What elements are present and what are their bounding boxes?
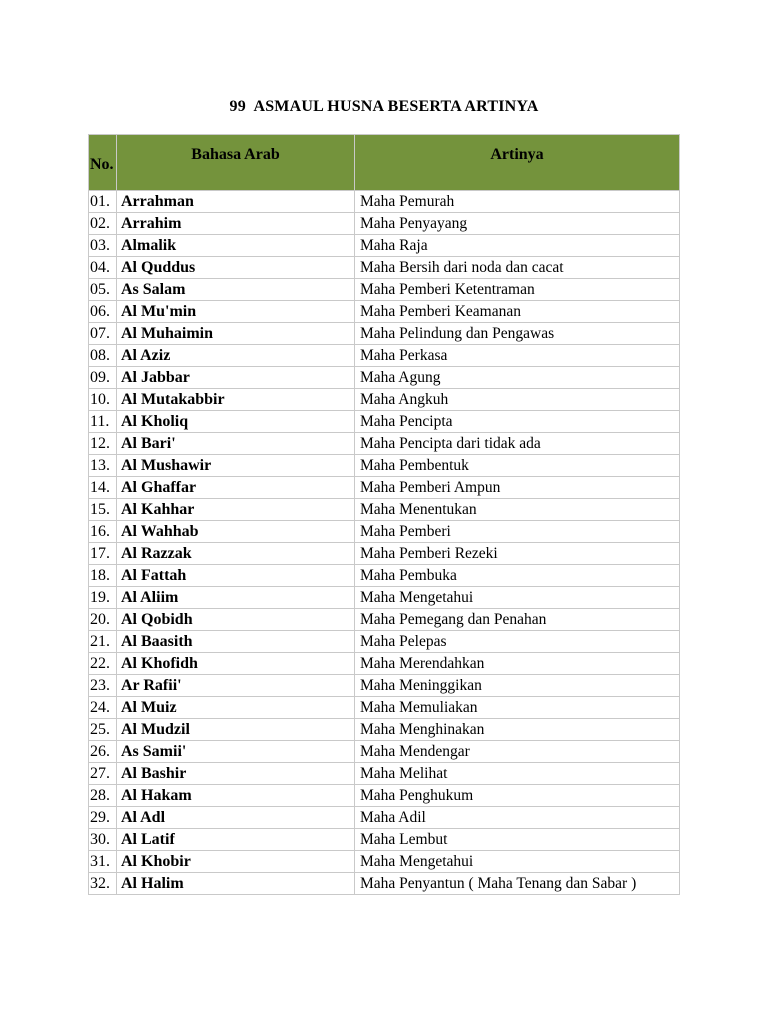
table-row [89, 455, 679, 476]
table-row [89, 213, 679, 234]
row-number: 08. [89, 345, 116, 366]
row-number: 13. [89, 455, 116, 476]
meaning: Maha Pemberi [355, 521, 679, 542]
arabic-name: Al Muhaimin [117, 323, 354, 344]
meaning: Maha Mendengar [355, 741, 679, 762]
column-header-no: No. [89, 135, 116, 190]
row-number: 15. [89, 499, 116, 520]
meaning: Maha Perkasa [355, 345, 679, 366]
meaning: Maha Meninggikan [355, 675, 679, 696]
arabic-name: Al Razzak [117, 543, 354, 564]
meaning: Maha Pemberi Keamanan [355, 301, 679, 322]
arabic-name: Al Adl [117, 807, 354, 828]
table-row [89, 719, 679, 740]
row-number: 12. [89, 433, 116, 454]
table-row [89, 741, 679, 762]
row-number: 28. [89, 785, 116, 806]
column-header-artinya: Artinya [355, 135, 679, 190]
table-row [89, 323, 679, 344]
meaning: Maha Mengetahui [355, 851, 679, 872]
table-row [89, 631, 679, 652]
meaning: Maha Agung [355, 367, 679, 388]
row-number: 06. [89, 301, 116, 322]
arabic-name: Al Ghaffar [117, 477, 354, 498]
column-header-bahasa-arab: Bahasa Arab [117, 135, 354, 190]
meaning: Maha Pemberi Rezeki [355, 543, 679, 564]
row-number: 30. [89, 829, 116, 850]
table-row [89, 675, 679, 696]
row-number: 23. [89, 675, 116, 696]
arabic-name: Al Khofidh [117, 653, 354, 674]
table-row [89, 389, 679, 410]
row-number: 02. [89, 213, 116, 234]
table-row [89, 367, 679, 388]
row-number: 10. [89, 389, 116, 410]
arabic-name: Al Fattah [117, 565, 354, 586]
table-row [89, 609, 679, 630]
row-number: 09. [89, 367, 116, 388]
table-row [89, 653, 679, 674]
meaning: Maha Pencipta dari tidak ada [355, 433, 679, 454]
table-body [89, 191, 679, 894]
table-row [89, 411, 679, 432]
asmaul-husna-table [88, 134, 680, 895]
arabic-name: Al Kholiq [117, 411, 354, 432]
meaning: Maha Menentukan [355, 499, 679, 520]
row-number: 26. [89, 741, 116, 762]
table-header-row [89, 135, 679, 190]
arabic-name: Al Aziz [117, 345, 354, 366]
meaning: Maha Menghinakan [355, 719, 679, 740]
meaning: Maha Pelepas [355, 631, 679, 652]
meaning: Maha Pemberi Ampun [355, 477, 679, 498]
table-row [89, 235, 679, 256]
table-row [89, 785, 679, 806]
arabic-name: Al Kahhar [117, 499, 354, 520]
arabic-name: Al Khobir [117, 851, 354, 872]
arabic-name: Al Latif [117, 829, 354, 850]
row-number: 31. [89, 851, 116, 872]
row-number: 18. [89, 565, 116, 586]
table-row [89, 433, 679, 454]
table-row [89, 345, 679, 366]
arabic-name: Al Mu'min [117, 301, 354, 322]
arabic-name: Al Wahhab [117, 521, 354, 542]
row-number: 24. [89, 697, 116, 718]
arabic-name: Al Halim [117, 873, 354, 894]
arabic-name: Al Bashir [117, 763, 354, 784]
row-number: 27. [89, 763, 116, 784]
row-number: 04. [89, 257, 116, 278]
row-number: 25. [89, 719, 116, 740]
meaning: Maha Pemberi Ketentraman [355, 279, 679, 300]
table-row [89, 697, 679, 718]
arabic-name: Al Aliim [117, 587, 354, 608]
table-row [89, 873, 679, 894]
meaning: Maha Penyayang [355, 213, 679, 234]
arabic-name: Al Qobidh [117, 609, 354, 630]
meaning: Maha Pembuka [355, 565, 679, 586]
page-title: 99 ASMAUL HUSNA BESERTA ARTINYA [229, 98, 539, 115]
arabic-name: Almalik [117, 235, 354, 256]
meaning: Maha Pelindung dan Pengawas [355, 323, 679, 344]
arabic-name: Al Muiz [117, 697, 354, 718]
table-row [89, 279, 679, 300]
row-number: 03. [89, 235, 116, 256]
table-row [89, 499, 679, 520]
arabic-name: As Salam [117, 279, 354, 300]
meaning: Maha Bersih dari noda dan cacat [355, 257, 679, 278]
row-number: 05. [89, 279, 116, 300]
table-row [89, 587, 679, 608]
meaning: Maha Memuliakan [355, 697, 679, 718]
arabic-name: Al Quddus [117, 257, 354, 278]
row-number: 01. [89, 191, 116, 212]
table-row [89, 807, 679, 828]
table-row [89, 191, 679, 212]
arabic-name: Al Jabbar [117, 367, 354, 388]
meaning: Maha Pemurah [355, 191, 679, 212]
table-row [89, 565, 679, 586]
table-row [89, 763, 679, 784]
row-number: 14. [89, 477, 116, 498]
meaning: Maha Penyantun ( Maha Tenang dan Sabar ) [355, 873, 679, 894]
arabic-name: Al Baasith [117, 631, 354, 652]
row-number: 07. [89, 323, 116, 344]
arabic-name: Arrahim [117, 213, 354, 234]
row-number: 17. [89, 543, 116, 564]
meaning: Maha Adil [355, 807, 679, 828]
row-number: 20. [89, 609, 116, 630]
arabic-name: Arrahman [117, 191, 354, 212]
row-number: 19. [89, 587, 116, 608]
table-row [89, 543, 679, 564]
arabic-name: As Samii' [117, 741, 354, 762]
meaning: Maha Raja [355, 235, 679, 256]
table-row [89, 257, 679, 278]
arabic-name: Al Bari' [117, 433, 354, 454]
arabic-name: Al Hakam [117, 785, 354, 806]
meaning: Maha Mengetahui [355, 587, 679, 608]
meaning: Maha Penghukum [355, 785, 679, 806]
row-number: 11. [89, 411, 116, 432]
meaning: Maha Pemegang dan Penahan [355, 609, 679, 630]
meaning: Maha Pencipta [355, 411, 679, 432]
meaning: Maha Lembut [355, 829, 679, 850]
arabic-name: Ar Rafii' [117, 675, 354, 696]
row-number: 29. [89, 807, 116, 828]
meaning: Maha Pembentuk [355, 455, 679, 476]
table-row [89, 521, 679, 542]
table-row [89, 301, 679, 322]
meaning: Maha Melihat [355, 763, 679, 784]
arabic-name: Al Mudzil [117, 719, 354, 740]
meaning: Maha Merendahkan [355, 653, 679, 674]
arabic-name: Al Mushawir [117, 455, 354, 476]
table-row [89, 851, 679, 872]
row-number: 32. [89, 873, 116, 894]
row-number: 21. [89, 631, 116, 652]
table-row [89, 829, 679, 850]
row-number: 22. [89, 653, 116, 674]
table-row [89, 477, 679, 498]
arabic-name: Al Mutakabbir [117, 389, 354, 410]
row-number: 16. [89, 521, 116, 542]
meaning: Maha Angkuh [355, 389, 679, 410]
